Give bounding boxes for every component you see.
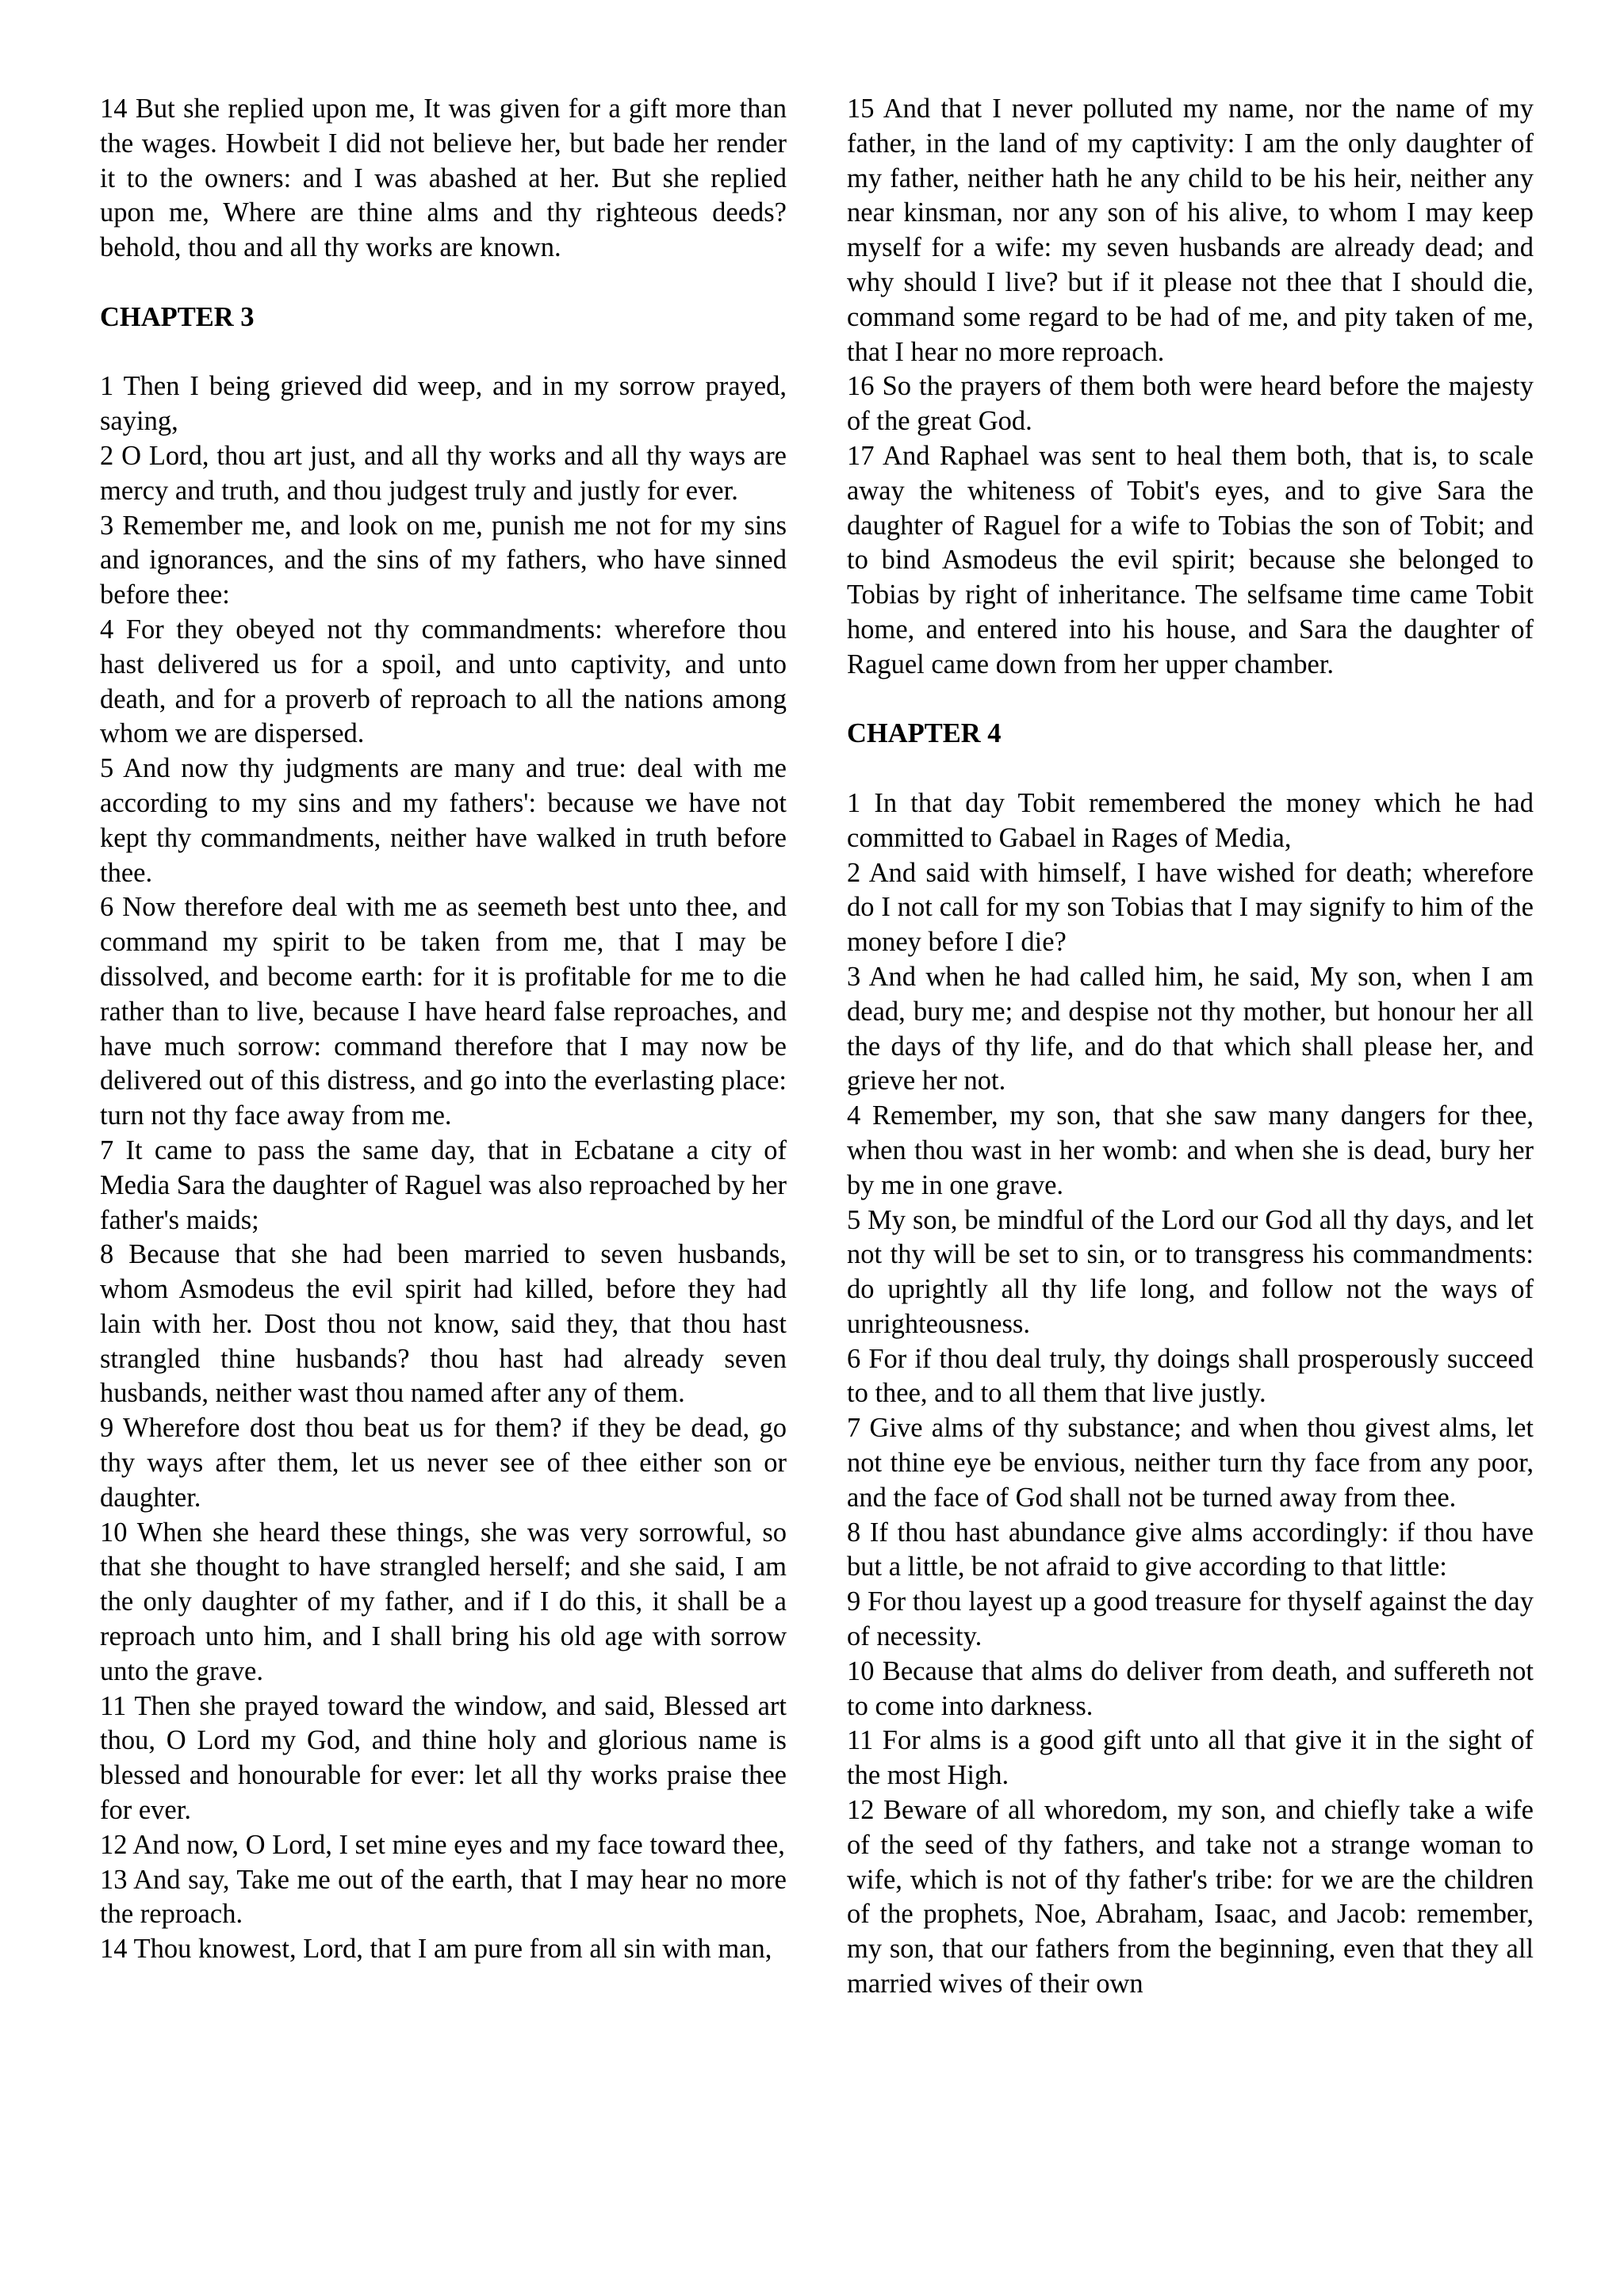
verse-paragraph: 5 And now thy judgments are many and true: deal with me according to my sins and my fathers': because we have not kept thy commandments, neither have walked in truth before thee.: [100, 753, 787, 888]
verse-paragraph: 11 For alms is a good gift unto all that give it in the sight of the most High.: [847, 1725, 1534, 1791]
verse-paragraph: 15 And that I never polluted my name, nor the name of my father, in the land of my captivity: I am the only daughter of my father, neither hath he any child to be his heir, neither any near kinsman, nor any son of his alive, to whom I may keep myself for a wife: my seven husbands are already dead; and why should I live? but if it please not thee that I should die, command some regard to be had of me, and pity taken of me, that I hear no more reproach.: [847, 94, 1534, 367]
left-column: [100, 92, 787, 1967]
verse-paragraph: 3 And when he had called him, he said, My son, when I am dead, bury me; and despise not thy mother, but honour her all the days of thy life, and do that which shall please her, and grieve her not.: [847, 961, 1534, 1096]
verse-paragraph: 14 But she replied upon me, It was given for a gift more than the wages. Howbeit I did not believe her, but bade her render it to the owners: and I was abashed at her. But she replied upon me, Where are thine alms and thy righteous deeds? behold, thou and all thy works are known.: [100, 94, 787, 263]
verse-paragraph: 7 Give alms of thy substance; and when thou givest alms, let not thine eye be envious, neither turn thy face from any poor, and the face of God shall not be turned away from thee.: [847, 1413, 1534, 1513]
chapter-heading: CHAPTER 3: [100, 301, 255, 332]
right-column: [847, 92, 1534, 2002]
verse-paragraph: 2 O Lord, thou art just, and all thy works and all thy ways are mercy and truth, and thou judgest truly and justly for ever.: [100, 440, 787, 506]
verse-paragraph: 12 Beware of all whoredom, my son, and chiefly take a wife of the seed of thy fathers, and take not a strange woman to wife, which is not of thy father's tribe: for we are the children of the prophets, Noe, Abraham, Isaac, and Jacob: remember, my son, that our fathers from the beginning, even that they all married wives of their own: [847, 1795, 1534, 1999]
verse-paragraph: 6 Now therefore deal with me as seemeth best unto thee, and command my spirit to be taken from me, that I may be dissolved, and become earth: for it is profitable for me to die rather than to live, because I have heard false reproaches, and have much sorrow: command therefore that I may now be delivered out of this distress, and go into the everlasting place: turn not thy face away from me.: [100, 892, 787, 1131]
verse-paragraph: 4 For they obeyed not thy commandments: wherefore thou hast delivered us for a spoil, and unto captivity, and unto death, and for a proverb of reproach to all the nations among whom we are dispersed.: [100, 614, 787, 749]
verse-paragraph: 6 For if thou deal truly, thy doings shall prosperously succeed to thee, and to all them that live justly.: [847, 1343, 1534, 1409]
verse-paragraph: 17 And Raphael was sent to heal them both, that is, to scale away the whiteness of Tobit's eyes, and to give Sara the daughter of Raguel for a wife to Tobias the son of Tobit; and to bind Asmodeus the evil spirit; because she belonged to Tobias by right of inheritance. The selfsame time came Tobit home, and entered into his house, and Sara the daughter of Raguel came down from her upper chamber.: [847, 440, 1534, 679]
verse-paragraph: 10 Because that alms do deliver from death, and suffereth not to come into darkness.: [847, 1655, 1534, 1721]
verse-paragraph: 10 When she heard these things, she was very sorrowful, so that she thought to have strangled herself; and she said, I am the only daughter of my father, and if I do this, it shall be a reproach unto him, and I shall bring his old age with sorrow unto the grave.: [100, 1517, 787, 1686]
verse-paragraph: 7 It came to pass the same day, that in Ecbatane a city of Media Sara the daughter of Raguel was also reproached by her father's maids;: [100, 1135, 787, 1235]
verse-paragraph: 8 Because that she had been married to seven husbands, whom Asmodeus the evil spirit had killed, before they had lain with her. Dost thou not know, said they, that thou hast strangled thine husbands? thou hast had already seven husbands, neither wast thou named after any of them.: [100, 1239, 787, 1409]
verse-paragraph: 4 Remember, my son, that she saw many dangers for thee, when thou wast in her womb: and when she is dead, bury her by me in one grave.: [847, 1100, 1534, 1200]
verse-paragraph: 1 In that day Tobit remembered the money which he had committed to Gabael in Rages of Media,: [847, 787, 1534, 853]
verse-paragraph: 5 My son, be mindful of the Lord our God all thy days, and let not thy will be set to sin, or to transgress his commandments: do uprightly all thy life long, and follow not the ways of unrighteousness.: [847, 1204, 1534, 1339]
verse-paragraph: 9 For thou layest up a good treasure for thyself against the day of necessity.: [847, 1586, 1534, 1652]
verse-paragraph: 13 And say, Take me out of the earth, that I may hear no more the reproach.: [100, 1864, 787, 1930]
verse-paragraph: 8 If thou hast abundance give alms accordingly: if thou have but a little, be not afraid to give according to that little:: [847, 1517, 1534, 1582]
verse-paragraph: 14 Thou knowest, Lord, that I am pure from all sin with man,: [100, 1934, 772, 1965]
chapter-heading: CHAPTER 4: [847, 718, 1002, 749]
verse-paragraph: 2 And said with himself, I have wished for death; wherefore do I not call for my son Tobias that I may signify to him of the money before I die?: [847, 857, 1534, 958]
verse-paragraph: 12 And now, O Lord, I set mine eyes and my face toward thee,: [100, 1829, 785, 1860]
verse-paragraph: 16 So the prayers of them both were heard before the majesty of the great God.: [847, 371, 1534, 437]
verse-paragraph: 11 Then she prayed toward the window, and said, Blessed art thou, O Lord my God, and thine holy and glorious name is blessed and honourable for ever: let all thy works praise thee for ever.: [100, 1690, 787, 1826]
verse-paragraph: 9 Wherefore dost thou beat us for them? if they be dead, go thy ways after them, let us never see of thee either son or daughter.: [100, 1413, 787, 1513]
verse-paragraph: 1 Then I being grieved did weep, and in my sorrow prayed, saying,: [100, 371, 787, 437]
verse-paragraph: 3 Remember me, and look on me, punish me not for my sins and ignorances, and the sins of my fathers, who have sinned before thee:: [100, 510, 787, 610]
